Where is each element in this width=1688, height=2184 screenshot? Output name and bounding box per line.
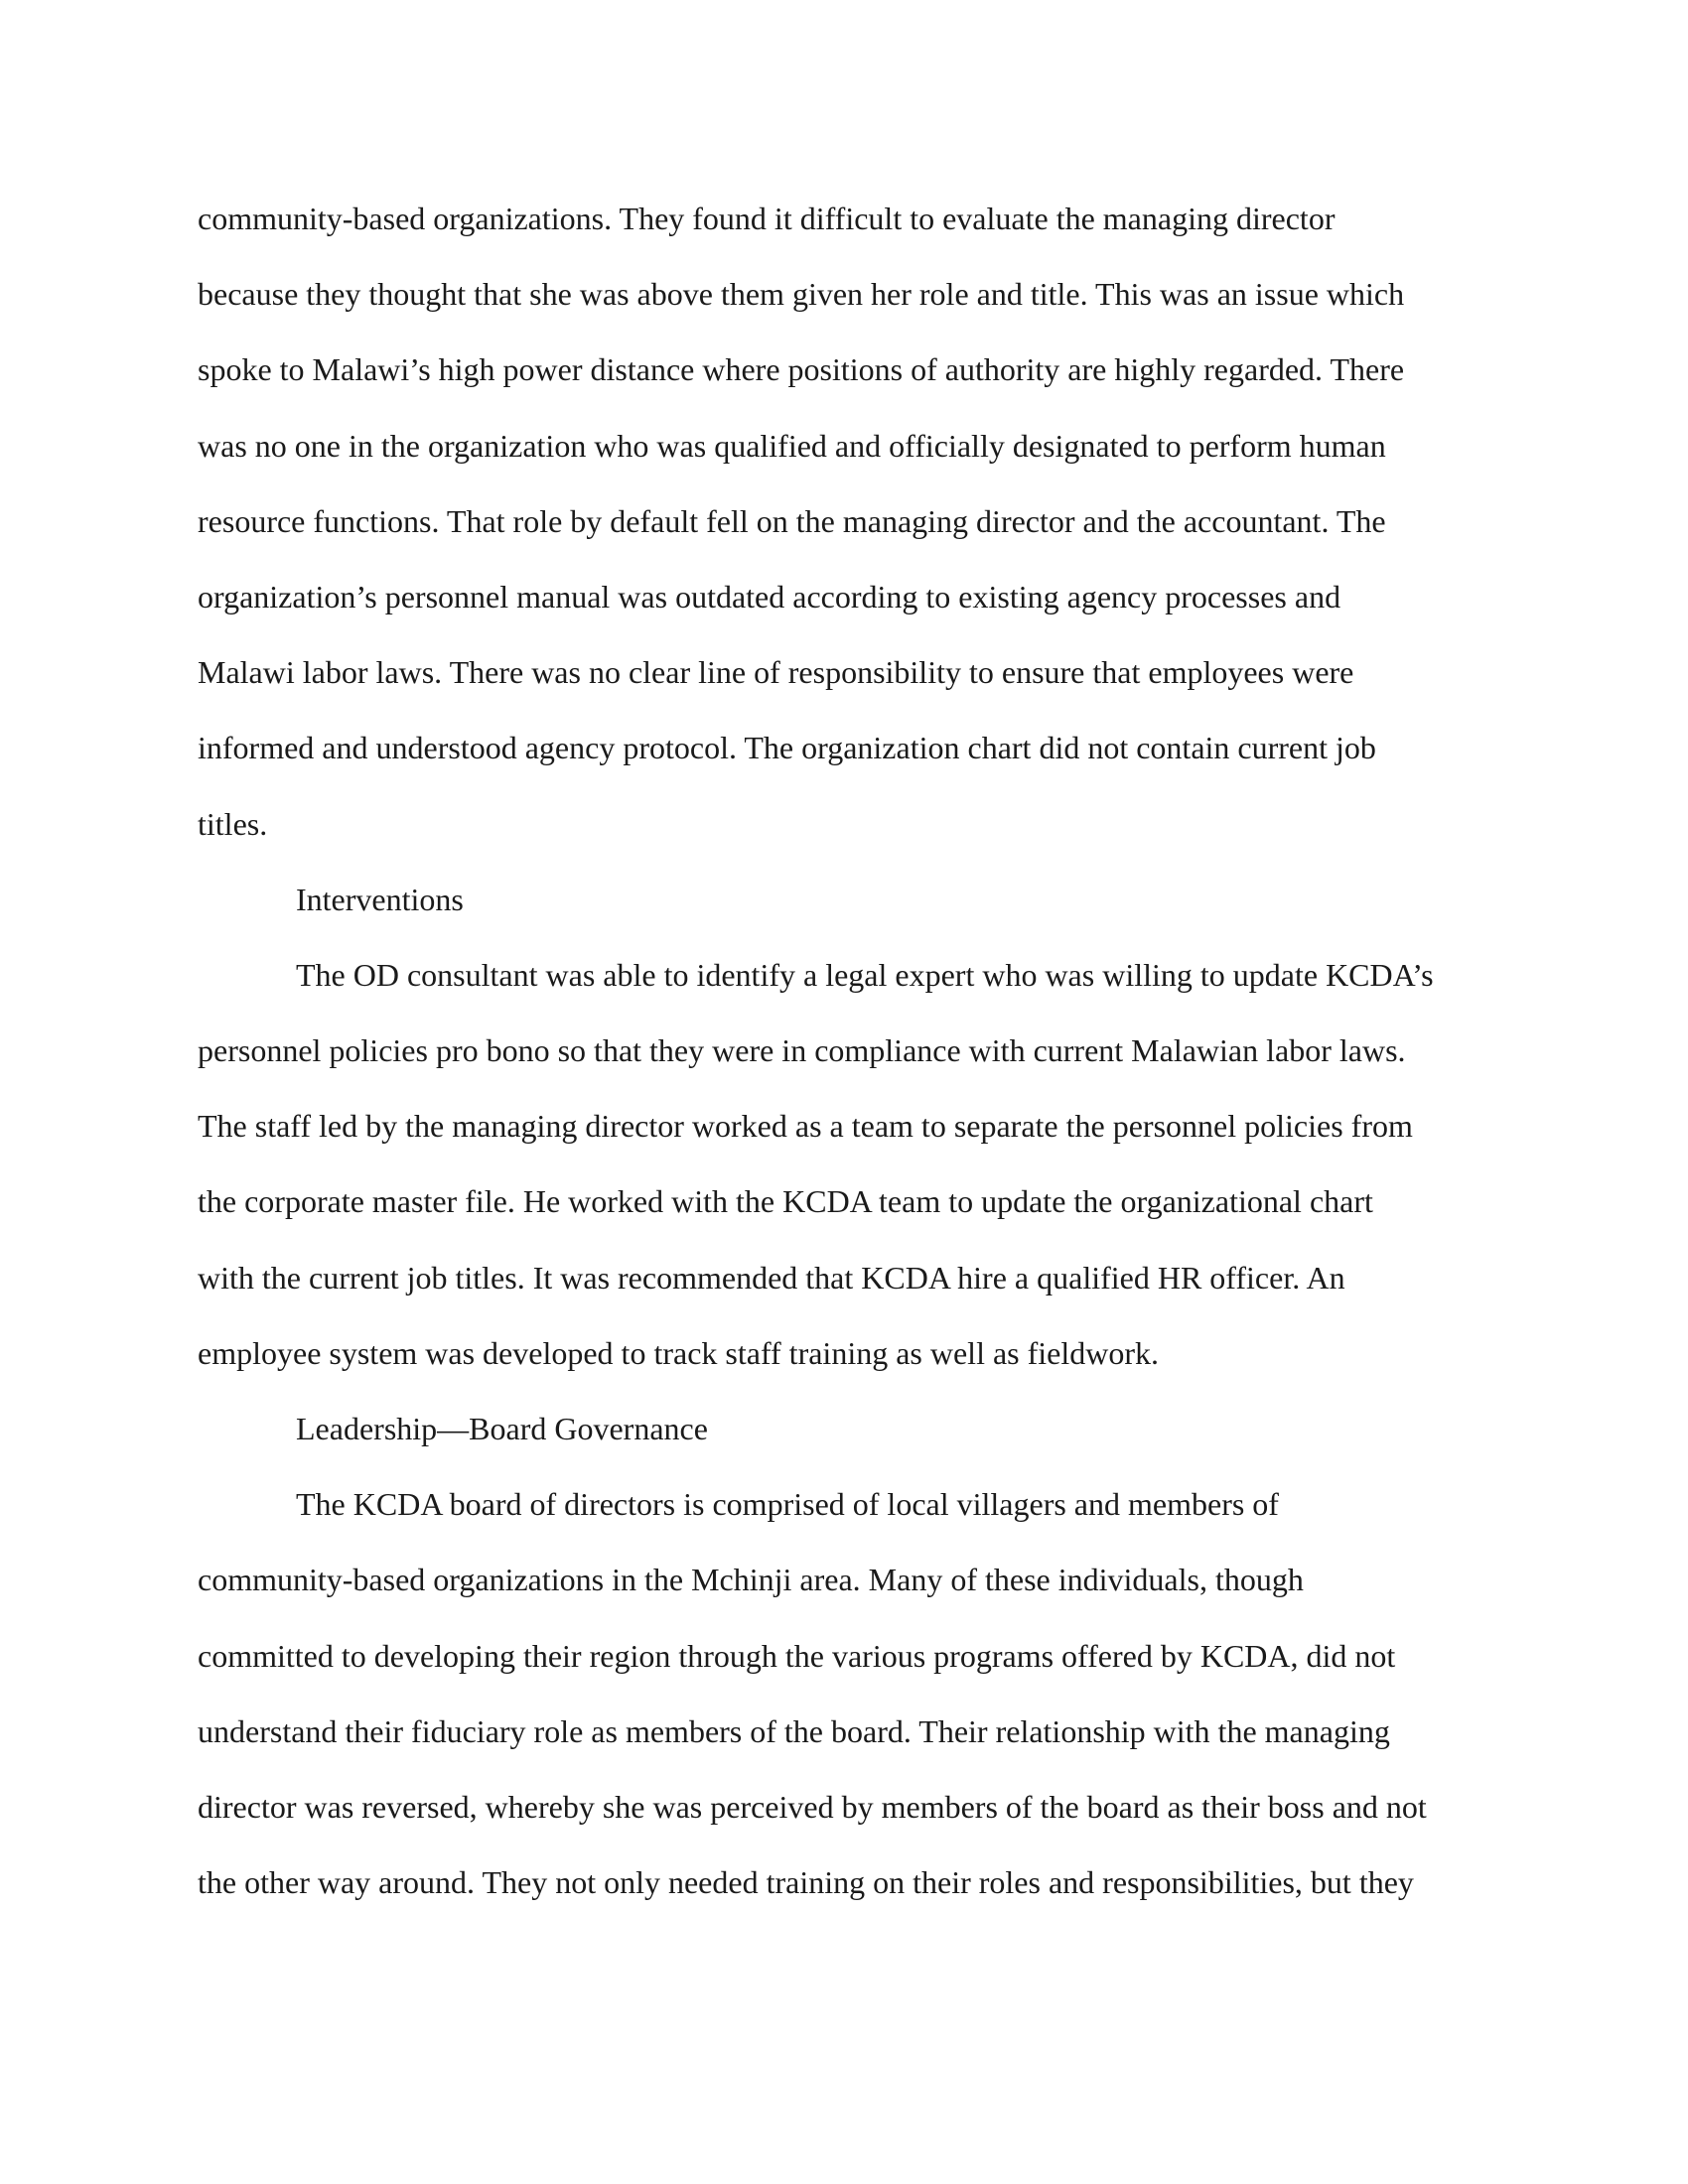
section-heading-interventions: Interventions — [296, 881, 464, 917]
paragraph-board-governance — [198, 1480, 1498, 1934]
text-line: titles. — [198, 805, 268, 842]
text-line: because they thought that she was above them given her role and title. This was an issue which — [198, 276, 1405, 313]
text-line: was no one in the organization who was qualified and officially designated to perform human — [198, 427, 1386, 464]
text-line: spoke to Malawi’s high power distance where positions of authority are highly regarded. There — [198, 351, 1405, 388]
text-line: the corporate master file. He worked with the KCDA team to update the organizational chart — [198, 1183, 1373, 1220]
text-line: informed and understood agency protocol. The organization chart did not contain current job — [198, 730, 1376, 766]
text-line: Malawi labor laws. There was no clear line of responsibility to ensure that employees were — [198, 654, 1354, 691]
text-line: understand their fiduciary role as members of the board. Their relationship with the managing — [198, 1712, 1390, 1749]
text-line: community-based organizations. They found it difficult to evaluate the managing director — [198, 201, 1336, 236]
text-line: organization’s personnel manual was outdated according to existing agency processes and — [198, 578, 1341, 614]
text-line: the other way around. They not only needed training on their roles and responsibilities, but they — [198, 1864, 1414, 1901]
text-line: employee system was developed to track staff training as well as fieldwork. — [198, 1334, 1160, 1371]
text-line: committed to developing their region through the various programs offered by KCDA, did not — [198, 1637, 1396, 1674]
paragraph-interventions — [198, 951, 1498, 1405]
text-line: The staff led by the managing director worked as a team to separate the personnel policies from — [198, 1108, 1413, 1145]
text-line: director was reversed, whereby she was perceived by members of the board as their boss and not — [198, 1788, 1427, 1825]
text-line: The OD consultant was able to identify a legal expert who was willing to update KCDA’s — [296, 956, 1434, 993]
paragraph-personnel-issues — [198, 195, 1498, 876]
body-text — [198, 195, 1498, 1934]
text-line: with the current job titles. It was recommended that KCDA hire a qualified HR officer. An — [198, 1259, 1345, 1296]
text-line: community-based organizations in the Mchinji area. Many of these individuals, though — [198, 1562, 1304, 1598]
text-line: resource functions. That role by default fell on the managing director and the accountant. The — [198, 502, 1386, 539]
text-line: The KCDA board of directors is comprised of local villagers and members of — [296, 1486, 1279, 1523]
section-heading-leadership: Leadership—Board Governance — [296, 1411, 708, 1446]
text-line: personnel policies pro bono so that they were in compliance with current Malawian labor laws. — [198, 1032, 1406, 1069]
